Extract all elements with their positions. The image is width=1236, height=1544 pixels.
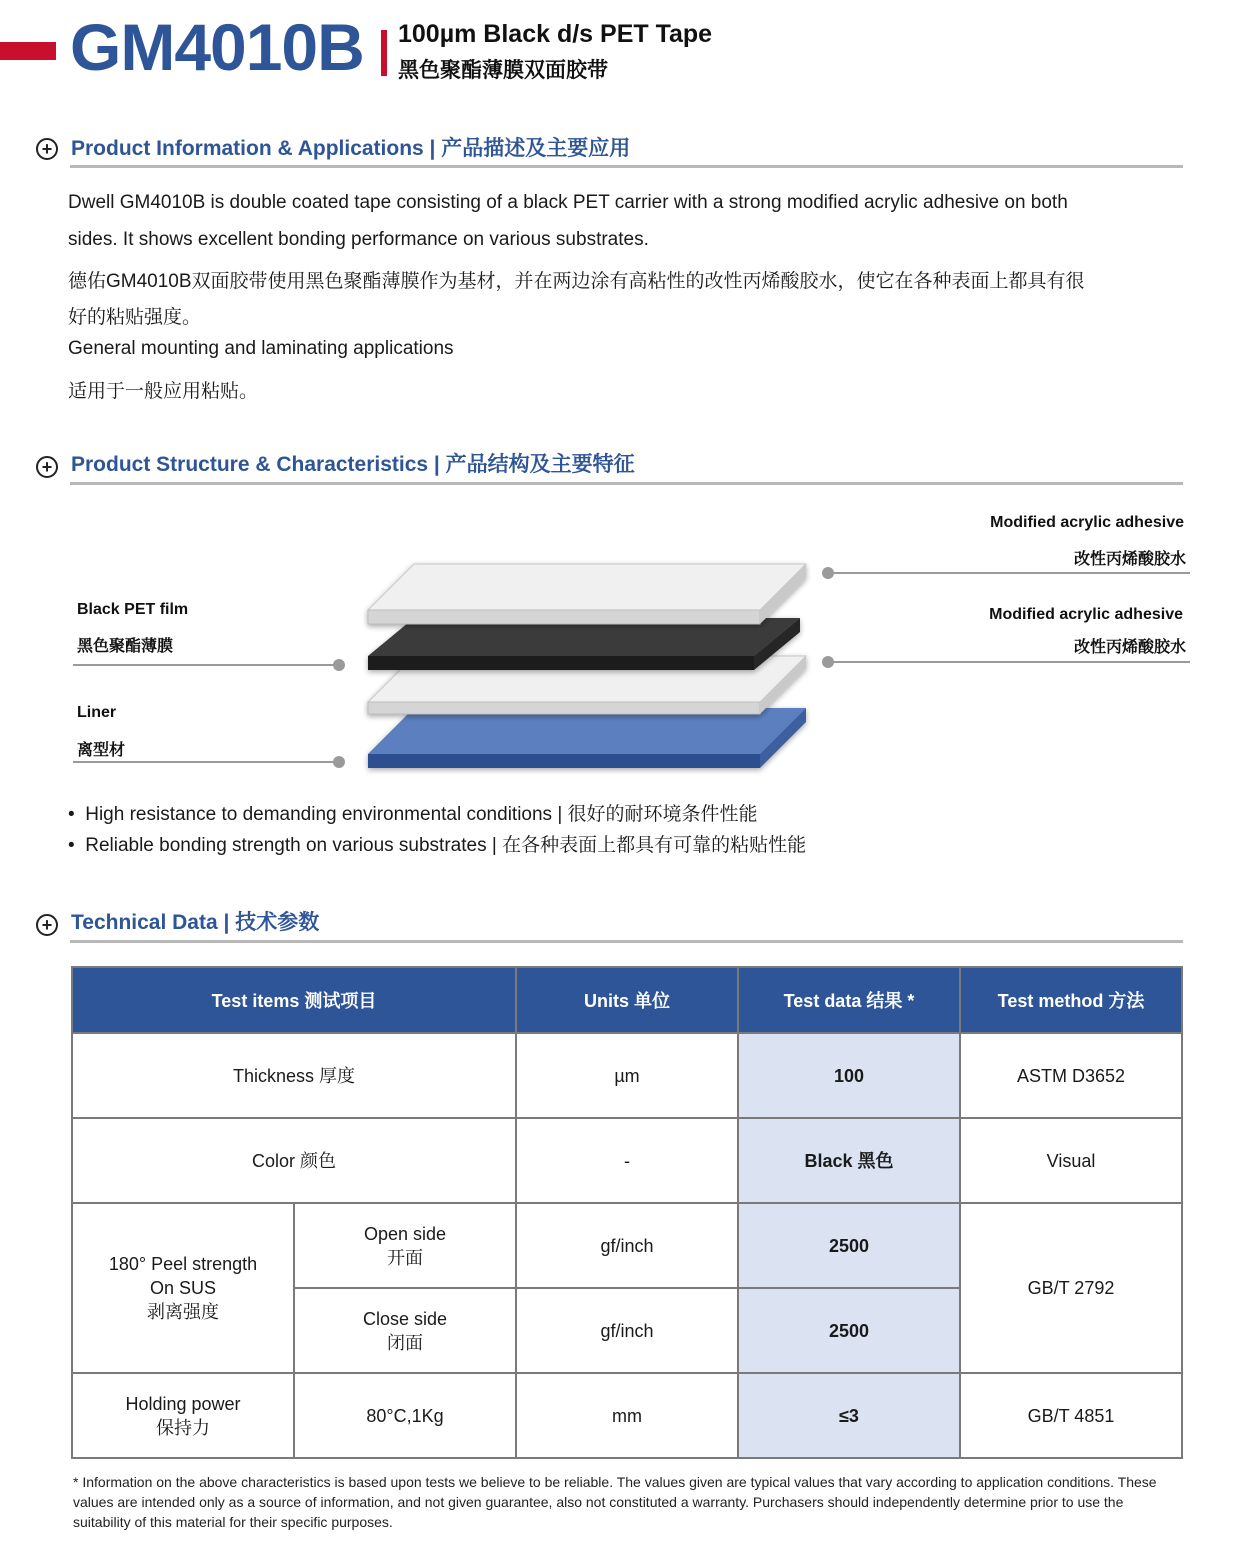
cell-subitem-en: Open side: [363, 1223, 447, 1244]
leader-dot: [333, 659, 345, 671]
label-film-cn: 黑色聚酯薄膜: [77, 638, 174, 655]
info-line: General mounting and laminating applications: [68, 338, 454, 359]
label-bottom-adhesive-en: Modified acrylic adhesive: [989, 606, 1183, 623]
feature-bullet: • Reliable bonding strength on various substrates | 在各种表面上都具有可靠的粘贴性能: [68, 835, 807, 856]
cell-condition: 80°C,1Kg: [294, 1373, 516, 1458]
cell-unit: gf/inch: [516, 1288, 738, 1373]
table-row: [72, 1373, 1182, 1458]
technical-data-table: [71, 966, 1183, 1459]
cell-subitem-cn: 闭面: [387, 1332, 423, 1353]
cell-value: 2500: [738, 1288, 960, 1373]
leader-line: [73, 761, 335, 763]
cell-value: Black 黑色: [738, 1118, 960, 1203]
cell-item-line: 180° Peel strength: [108, 1254, 258, 1274]
leader-line: [834, 572, 1190, 574]
cell-unit: -: [516, 1118, 738, 1203]
label-liner-cn: 离型材: [77, 742, 126, 759]
table-row: [72, 1033, 1182, 1118]
section-title-structure: Product Structure & Characteristics | 产品结构及主要特征: [71, 453, 635, 476]
table-row: [72, 1203, 1182, 1288]
product-code: GM4010B: [70, 10, 364, 84]
cell-method: Visual: [960, 1118, 1182, 1203]
info-line: sides. It shows excellent bonding performance on various substrates.: [68, 229, 649, 250]
section-divider: [70, 165, 1183, 168]
feature-text: High resistance to demanding environmental conditions | 很好的耐环境条件性能: [85, 804, 758, 825]
leader-dot: [333, 756, 345, 768]
cell-subitem: [294, 1288, 516, 1373]
header-test-data: Test data 结果 *: [738, 967, 960, 1033]
cell-value: ≤3: [738, 1373, 960, 1458]
section-divider: [70, 482, 1183, 485]
cell-item-line: On SUS: [149, 1278, 217, 1298]
header-test-items: Test items 测试项目: [72, 967, 516, 1033]
info-line: 好的粘贴强度。: [68, 307, 202, 328]
cell-value: 100: [738, 1033, 960, 1118]
label-bottom-adhesive-cn: 改性丙烯酸胶水: [1073, 639, 1186, 656]
product-title-cn: 黑色聚酯薄膜双面胶带: [398, 59, 608, 82]
plus-circle-icon: +: [36, 914, 58, 936]
section-divider: [70, 940, 1183, 943]
header-test-method: Test method 方法: [960, 967, 1182, 1033]
section-title-info: Product Information & Applications | 产品描述及主要应用: [71, 137, 631, 160]
table-header-row: [72, 967, 1182, 1033]
feature-bullet: • High resistance to demanding environmental conditions | 很好的耐环境条件性能: [68, 804, 758, 825]
info-line: 适用于一般应用粘贴。: [68, 381, 259, 402]
section-title-technical: Technical Data | 技术参数: [71, 911, 320, 934]
label-film-en: Black PET film: [77, 601, 189, 618]
label-top-adhesive-cn: 改性丙烯酸胶水: [1073, 551, 1186, 568]
label-top-adhesive-en: Modified acrylic adhesive: [990, 514, 1184, 531]
layer-structure-diagram: [360, 552, 820, 777]
cell-method: ASTM D3652: [960, 1033, 1182, 1118]
info-line: 德佑GM4010B双面胶带使用黑色聚酯薄膜作为基材，并在两边涂有高粘性的改性丙烯酸胶水，使它在各种表面上都具有很: [68, 271, 1085, 292]
cell-item-cn: 保持力: [156, 1417, 210, 1438]
label-liner-en: Liner: [77, 704, 117, 721]
title-separator: [381, 30, 387, 76]
accent-bar: [0, 42, 56, 60]
cell-method: GB/T 4851: [960, 1373, 1182, 1458]
table-row: [72, 1118, 1182, 1203]
cell-subitem: [294, 1203, 516, 1288]
top-adhesive-layer: [368, 564, 806, 624]
info-line: Dwell GM4010B is double coated tape consisting of a black PET carrier with a strong modified acrylic adhesive on both: [68, 192, 1068, 213]
cell-item: Thickness 厚度: [72, 1033, 516, 1118]
cell-unit: mm: [516, 1373, 738, 1458]
leader-line: [73, 664, 335, 666]
leader-dot: [822, 656, 834, 668]
cell-subitem-cn: 开面: [387, 1247, 423, 1268]
cell-unit: gf/inch: [516, 1203, 738, 1288]
cell-subitem-en: Close side: [362, 1308, 448, 1329]
cell-method: GB/T 2792: [960, 1203, 1182, 1373]
disclaimer-note: * Information on the above characteristics is based upon tests we believe to be reliable. The values given are typical values that vary according to application conditions. These values are intended only as a source of information, and not given guarantee, also not constituted a warranty. Purchasers should independently determine prior to use the suitability of this material for their specific purposes.: [73, 1474, 1157, 1530]
cell-value: 2500: [738, 1203, 960, 1288]
product-title-en: 100µm Black d/s PET Tape: [398, 20, 713, 48]
feature-text: Reliable bonding strength on various substrates | 在各种表面上都具有可靠的粘贴性能: [85, 835, 807, 856]
plus-circle-icon: +: [36, 456, 58, 478]
leader-line: [834, 661, 1190, 663]
plus-circle-icon: +: [36, 138, 58, 160]
cell-unit: µm: [516, 1033, 738, 1118]
cell-item-line: 剥离强度: [147, 1302, 219, 1322]
cell-item-en: Holding power: [125, 1393, 241, 1414]
cell-item: [72, 1373, 294, 1458]
cell-item: [72, 1203, 294, 1373]
liner-layer: [368, 708, 806, 768]
cell-item: Color 颜色: [72, 1118, 516, 1203]
leader-dot: [822, 567, 834, 579]
black-pet-film-layer: [368, 618, 800, 670]
header-units: Units 单位: [516, 967, 738, 1033]
